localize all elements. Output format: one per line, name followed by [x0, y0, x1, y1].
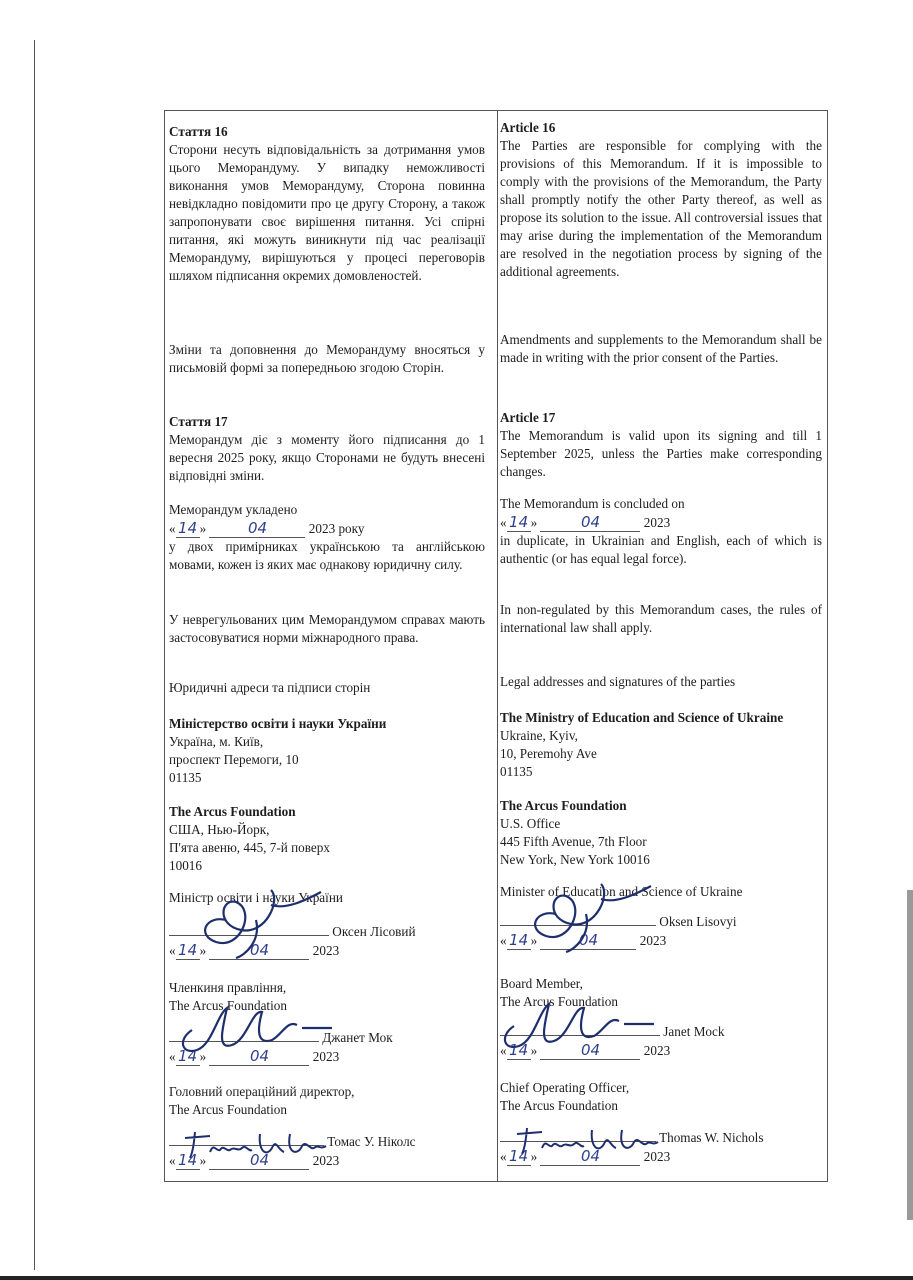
- sign-date: [169, 1047, 485, 1066]
- sign-year: 2023: [312, 1049, 340, 1064]
- board-name: Janet Mock: [663, 1024, 725, 1039]
- signature-line: [500, 1127, 656, 1142]
- sign-year: 2023: [312, 943, 340, 958]
- ministry-name: Міністерство освіти і науки України: [169, 716, 387, 731]
- coo-signature-en: [500, 1079, 822, 1166]
- scan-shadow: [907, 890, 913, 1220]
- concluded-uk: [169, 501, 485, 574]
- scan-bottom-edge: [0, 1276, 913, 1280]
- article-text: The Parties are responsible for complying with the provisions of this Memorandum. If it is impossible to comply with the provisions of the Memorandum, the Party shall promptly notify the other Party thereof, as well as propose its solution to the issue. All controversial issues that may arise during the implementation of the Memorandum are resolved in the negotiation process by signing of the additional agreements.: [500, 138, 822, 279]
- coo-title-line: The Arcus Foundation: [169, 1102, 287, 1117]
- handwritten-month: 04: [540, 931, 636, 950]
- minister-signature-uk: [169, 889, 485, 960]
- handwritten-month: 04: [209, 1151, 309, 1170]
- arcus-address-line: New York, New York 10016: [500, 852, 650, 867]
- ministry-address-line: Україна, м. Київ,: [169, 734, 264, 749]
- sign-year: 2023: [639, 933, 667, 948]
- article-title: Стаття 16: [169, 124, 228, 139]
- handwritten-day: 14: [507, 1147, 531, 1166]
- board-title-line: The Arcus Foundation: [500, 994, 618, 1009]
- coo-name: Thomas W. Nichols: [659, 1130, 764, 1145]
- arcus-name: The Arcus Foundation: [500, 798, 627, 813]
- handwritten-day: 14: [176, 1047, 200, 1066]
- minister-name: Oksen Lisovyi: [659, 914, 737, 929]
- board-signature-en: [500, 975, 822, 1060]
- minister-title: Minister of Education and Science of Ukraine: [500, 884, 743, 899]
- sign-year: 2023: [643, 1149, 671, 1164]
- coo-name: Томас У. Ніколс: [327, 1134, 416, 1149]
- board-title-line: Членкиня правління,: [169, 980, 287, 995]
- sign-date: [169, 941, 485, 960]
- ministry-address-line: проспект Перемоги, 10: [169, 752, 299, 767]
- handwritten-month: 04: [540, 513, 640, 532]
- handwritten-day: 14: [507, 1041, 531, 1060]
- signature-line: [169, 921, 329, 936]
- article-title: Стаття 17: [169, 414, 228, 429]
- article-17-uk: [169, 413, 485, 485]
- ukrainian-column: [165, 111, 497, 1181]
- ministry-name: The Ministry of Education and Science of Ukraine: [500, 710, 784, 725]
- coo-title-line: Головний операційний директор,: [169, 1084, 355, 1099]
- concluded-date: [500, 513, 822, 532]
- sign-date: [169, 1151, 485, 1170]
- ministry-address-line: 10, Peremohy Ave: [500, 746, 597, 761]
- sign-year: 2023: [312, 1153, 340, 1168]
- minister-name: Оксен Лісовий: [332, 924, 416, 939]
- memorandum-table: [164, 110, 828, 1182]
- concluded-date: [169, 519, 485, 538]
- scan-edge-line: [34, 40, 35, 1270]
- quote-open: «: [169, 1049, 176, 1064]
- ministry-address-line: 01135: [169, 770, 202, 785]
- concluded-year: 2023 року: [308, 521, 365, 536]
- handwritten-month: 04: [209, 941, 309, 960]
- quote-open: «: [500, 1043, 507, 1058]
- arcus-address-line: U.S. Office: [500, 816, 561, 831]
- handwritten-month: 04: [209, 519, 305, 538]
- coo-title-line: The Arcus Foundation: [500, 1098, 618, 1113]
- ministry-address-line: 01135: [500, 764, 533, 779]
- handwritten-day: 14: [507, 931, 531, 950]
- signature-line: [500, 911, 656, 926]
- quote-open: «: [500, 515, 507, 530]
- amendments-en: Amendments and supplements to the Memorandum shall be made in writing with the prior consent of the Parties.: [500, 332, 822, 365]
- article-text: Сторони несуть відповідальність за дотримання умов цього Меморандуму. У випадку неможливості виконання умов Меморандуму, Сторона повинна невідкладно повідомити про це другу Сторону, а також запропонувати своє вирішення питання. Усі спірні питання, які можуть виникнути під час реалізації Меморандуму, вирішуються у процесі переговорів шляхом підписання окремих домовленостей.: [169, 142, 485, 283]
- quote-close: »: [530, 1043, 538, 1058]
- article-17-en: [500, 409, 822, 481]
- coo-title-line: Chief Operating Officer,: [500, 1080, 630, 1095]
- board-title-line: Board Member,: [500, 976, 583, 991]
- handwritten-day: 14: [176, 1151, 200, 1170]
- handwritten-month: 04: [540, 1147, 640, 1166]
- arcus-address-line: США, Нью-Йорк,: [169, 822, 270, 837]
- board-signature-uk: [169, 979, 485, 1066]
- ministry-block-uk: [169, 715, 485, 787]
- handwritten-month: 04: [540, 1041, 640, 1060]
- board-title-line: The Arcus Foundation: [169, 998, 287, 1013]
- board-name: Джанет Мок: [322, 1030, 393, 1045]
- concluded-label: The Memorandum is concluded on: [500, 496, 685, 511]
- handwritten-day: 14: [176, 519, 200, 538]
- quote-open: «: [500, 933, 507, 948]
- sign-date: [500, 931, 822, 950]
- non-regulated-uk: У неврегульованих цим Меморандумом справах мають застосовуватися норми міжнародного права.: [169, 612, 485, 645]
- quote-open: «: [169, 521, 176, 536]
- sign-date: [500, 1041, 822, 1060]
- duplicate-text: у двох примірниках українською та англійською мовами, кожен із яких має однакову юридичну силу.: [169, 539, 485, 572]
- coo-signature-uk: [169, 1083, 485, 1170]
- quote-open: «: [169, 943, 176, 958]
- minister-signature-en: [500, 883, 822, 950]
- article-16-en: [500, 119, 822, 281]
- quote-close: »: [530, 515, 538, 530]
- concluded-year: 2023: [643, 515, 671, 530]
- quote-close: »: [199, 1049, 207, 1064]
- signature-line: [169, 1027, 319, 1042]
- legal-addresses-uk: Юридичні адреси та підписи сторін: [169, 680, 371, 695]
- legal-addresses-en: Legal addresses and signatures of the parties: [500, 674, 736, 689]
- quote-close: »: [199, 521, 207, 536]
- signature-line: [169, 1131, 324, 1146]
- article-text: Меморандум діє з моменту його підписання до 1 вересня 2025 року, якщо Сторонами не будуть внесені відповідні зміни.: [169, 432, 485, 483]
- ministry-address-line: Ukraine, Kyiv,: [500, 728, 578, 743]
- quote-open: «: [500, 1149, 507, 1164]
- minister-title: Міністр освіти і науки України: [169, 890, 343, 905]
- concluded-en: [500, 495, 822, 568]
- article-text: The Memorandum is valid upon its signing and till 1 September 2025, unless the Parties make corresponding changes.: [500, 428, 822, 479]
- arcus-address-line: 10016: [169, 858, 202, 873]
- quote-close: »: [530, 1149, 538, 1164]
- quote-open: «: [169, 1153, 176, 1168]
- quote-close: »: [530, 933, 538, 948]
- concluded-label: Меморандум укладено: [169, 502, 298, 517]
- quote-close: »: [199, 943, 207, 958]
- handwritten-day: 14: [507, 513, 531, 532]
- sign-date: [500, 1147, 822, 1166]
- arcus-address-line: П'ята авеню, 445, 7-й поверх: [169, 840, 330, 855]
- article-16-uk: [169, 123, 485, 285]
- duplicate-text: in duplicate, in Ukrainian and English, each of which is authentic (or has equal legal force).: [500, 533, 822, 566]
- arcus-block-uk: [169, 803, 485, 875]
- quote-close: »: [199, 1153, 207, 1168]
- handwritten-month: 04: [209, 1047, 309, 1066]
- handwritten-day: 14: [176, 941, 200, 960]
- english-column: [498, 111, 829, 1181]
- arcus-address-line: 445 Fifth Avenue, 7th Floor: [500, 834, 647, 849]
- ministry-block-en: [500, 709, 822, 781]
- arcus-block-en: [500, 797, 822, 869]
- article-title: Article 16: [500, 120, 556, 135]
- amendments-uk: Зміни та доповнення до Меморандуму вносяться у письмовій формі за попередньою згодою Сторін.: [169, 342, 485, 375]
- signature-line: [500, 1021, 660, 1036]
- non-regulated-en: In non-regulated by this Memorandum cases, the rules of international law shall apply.: [500, 602, 822, 635]
- sign-year: 2023: [643, 1043, 671, 1058]
- arcus-name: The Arcus Foundation: [169, 804, 296, 819]
- article-title: Article 17: [500, 410, 556, 425]
